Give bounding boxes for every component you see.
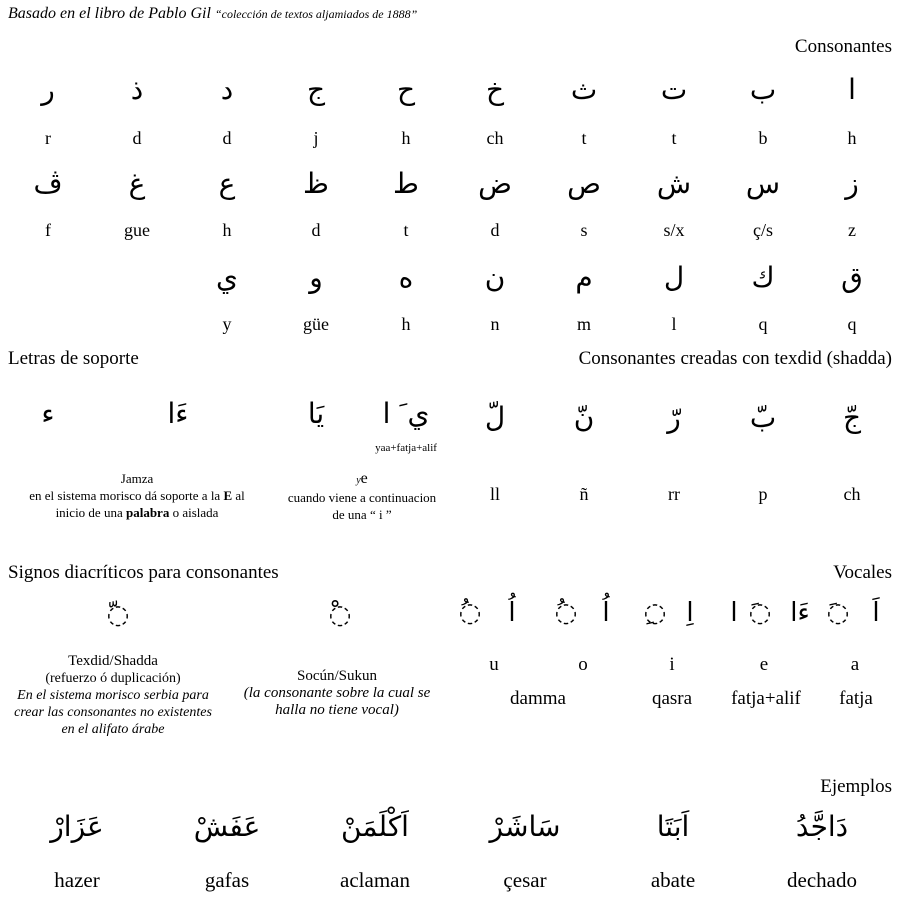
consonant-letter: ق (841, 261, 863, 294)
consonant-transliteration: h (401, 314, 411, 334)
shadda-consonant-transliteration: ch (843, 484, 861, 504)
ejemplos-heading: Ejemplos (820, 776, 892, 797)
consonant-transliteration: h (401, 128, 411, 148)
example-transliteration: hazer (54, 868, 100, 892)
jamza-note-line1: en el sistema morisco dá soporte a la E al (29, 488, 245, 503)
ye-note-line2: de una “ i ” (332, 507, 392, 522)
soporte-heading: Letras de soporte (8, 348, 139, 369)
consonant-transliteration: t (581, 128, 587, 148)
consonant-letter: ض (478, 167, 512, 200)
ye-note-line1: cuando viene a continuacion (287, 490, 437, 505)
consonant-letter: ي (216, 261, 238, 294)
vowel-symbol: اُ (508, 598, 516, 628)
vowel-letter: u (489, 654, 499, 675)
vowel-name: qasra (651, 688, 693, 709)
consonant-letter: ك (751, 261, 775, 294)
example-transliteration: aclaman (340, 868, 410, 892)
vowel-name: fatja+alif (731, 688, 801, 709)
vowel-symbol: اِ (686, 598, 694, 628)
jamza-letter: ء (41, 397, 55, 430)
consonant-transliteration: n (490, 314, 500, 334)
jamza-note (29, 470, 245, 521)
jamza-note-title: Jamza (120, 471, 154, 486)
consonant-transliteration: l (671, 314, 677, 334)
consonant-letter: خ (485, 73, 505, 106)
consonant-transliteration: f (45, 220, 51, 240)
consonant-transliteration: h (222, 220, 232, 240)
consonant-letter: ب (749, 73, 777, 106)
consonant-letter: ع (218, 167, 236, 200)
example-transliteration: çesar (503, 868, 547, 892)
vowel-letter: a (850, 654, 860, 675)
consonant-letter: ه (398, 261, 414, 294)
consonant-transliteration: r (45, 128, 51, 148)
consonant-letter: ج (306, 73, 326, 106)
consonant-letter: س (745, 167, 781, 200)
sukun-note-line3: halla no tiene vocal) (275, 702, 399, 718)
consonant-transliteration: t (403, 220, 409, 240)
source-title-prefix: Basado en el libro de Pablo Gil (8, 5, 215, 22)
vowel-letter: o (578, 654, 588, 675)
shadda-note-line3: En el sistema morisco serbia para (17, 688, 209, 703)
vowel-symbol: ◌ُ (554, 598, 578, 628)
consonant-letter: و (309, 261, 323, 294)
consonant-transliteration: m (576, 314, 591, 334)
example-arabic-word: عَفَشْ (193, 810, 261, 843)
consonant-transliteration: ç/s (753, 220, 773, 240)
consonant-transliteration: y (222, 314, 232, 334)
shadda-consonant-transliteration: ll (489, 484, 500, 504)
consonant-transliteration: ch (486, 128, 504, 148)
yaa-fatja-alif-separated: ي َ ا (382, 397, 430, 430)
sukun-note-title: Socún/Sukun (296, 668, 377, 684)
consonant-letter: ر (41, 73, 55, 106)
consonant-letter: ح (396, 73, 416, 106)
alif-jamza-letter: ءَا (167, 397, 189, 430)
example-arabic-word: عَزَارْ (50, 810, 104, 843)
vowel-symbol: ا (730, 598, 738, 628)
consonant-transliteration: d (490, 220, 500, 240)
source-title (8, 5, 417, 23)
vowel-symbol: اُ (602, 598, 610, 628)
shadda-consonant-letter: بّ (749, 401, 777, 434)
consonant-letter: ذ (130, 73, 144, 106)
vowel-symbol: ◌َ (826, 598, 850, 628)
example-arabic-word: دَاجَّدُ (795, 810, 849, 843)
example-transliteration: dechado (787, 868, 857, 892)
example-arabic-word: اَبَتَا (656, 810, 690, 843)
shadda-consonant-letter: نّ (573, 401, 595, 434)
consonant-letter: ا (848, 73, 856, 106)
shadda-note-sub: (refuerzo ó duplicación) (45, 671, 181, 686)
consonant-transliteration: s/x (663, 220, 685, 240)
shadda-consonant-transliteration: ñ (579, 484, 589, 504)
consonant-letter: ن (484, 261, 506, 294)
yaa-caption: yaa+fatja+alif (375, 442, 437, 454)
consonant-transliteration: d (222, 128, 232, 148)
shadda-consonant-transliteration: p (758, 484, 768, 504)
consonant-letter: ز (845, 167, 859, 200)
consonant-letter: ظ (303, 167, 329, 200)
consonant-letter: ت (660, 73, 688, 106)
shadda-consonant-letter: رّ (667, 401, 681, 434)
consonant-transliteration: gue (124, 220, 150, 240)
consonant-transliteration: q (758, 314, 768, 334)
vowel-symbol: ءَا (790, 598, 810, 628)
consonant-letter: ش (656, 167, 692, 200)
example-arabic-word: سَاشَرْ (489, 810, 561, 843)
consonant-transliteration: z (848, 220, 856, 240)
example-transliteration: abate (650, 868, 696, 892)
shadda-symbol: ◌ّ (106, 600, 130, 630)
sukun-note (244, 668, 431, 719)
consonant-transliteration: s (580, 220, 588, 240)
shadda-note-line5: en el alifato árabe (61, 722, 165, 737)
consonant-letter: ص (567, 167, 601, 200)
consonant-transliteration: b (758, 128, 768, 148)
ye-note-title: ye (356, 470, 368, 487)
vowel-symbol: ◌َ (748, 598, 772, 628)
vowel-name: fatja (839, 688, 873, 709)
shadda-heading: Consonantes creadas con texdid (shadda) (578, 348, 892, 369)
diacriticos-heading: Signos diacríticos para consonantes (8, 562, 279, 583)
shadda-note-title: Texdid/Shadda (68, 653, 158, 669)
shadda-consonant-transliteration: rr (668, 484, 680, 504)
consonant-letter: ل (663, 261, 685, 294)
consonant-letter: ڤ (33, 167, 63, 200)
vowel-name: damma (510, 688, 566, 709)
consonant-letter: د (220, 73, 234, 106)
consonantes-heading: Consonantes (794, 36, 892, 57)
vocales-heading: Vocales (833, 562, 892, 583)
vowel-letter: e (759, 654, 769, 675)
consonant-transliteration: q (847, 314, 857, 334)
example-transliteration: gafas (204, 868, 250, 892)
consonant-transliteration: d (311, 220, 321, 240)
consonant-transliteration: d (132, 128, 142, 148)
sukun-symbol: ◌ْ (328, 600, 352, 630)
vowel-symbol: ◌ُ (458, 598, 482, 628)
shadda-note (14, 653, 212, 738)
yaa-fatja-alif-letter: يَا (307, 397, 325, 430)
source-title-book: “colección de textos aljamiados de 1888” (214, 7, 418, 21)
consonant-letter: ث (570, 73, 598, 106)
consonant-transliteration: h (847, 128, 857, 148)
consonant-transliteration: t (671, 128, 677, 148)
shadda-consonant-letter: جّ (842, 401, 862, 434)
ye-note (288, 470, 436, 523)
sukun-note-line2: (la consonante sobre la cual se (243, 685, 431, 701)
consonant-transliteration: j (313, 128, 319, 148)
consonant-transliteration: güe (303, 314, 329, 334)
vowel-symbol: ◌ِ (643, 598, 667, 628)
consonant-letter: ط (393, 167, 419, 200)
vowel-letter: i (669, 654, 675, 675)
shadda-note-line4: crear las consonantes no existentes (14, 705, 212, 720)
jamza-note-line2: inicio de una palabra o aislada (55, 505, 219, 520)
consonant-letter: م (575, 261, 593, 294)
example-arabic-word: اَكْلَمَنْ (341, 810, 409, 843)
shadda-consonant-letter: لّ (484, 401, 506, 434)
consonant-letter: غ (128, 167, 146, 200)
vowel-symbol: اَ (872, 598, 880, 628)
